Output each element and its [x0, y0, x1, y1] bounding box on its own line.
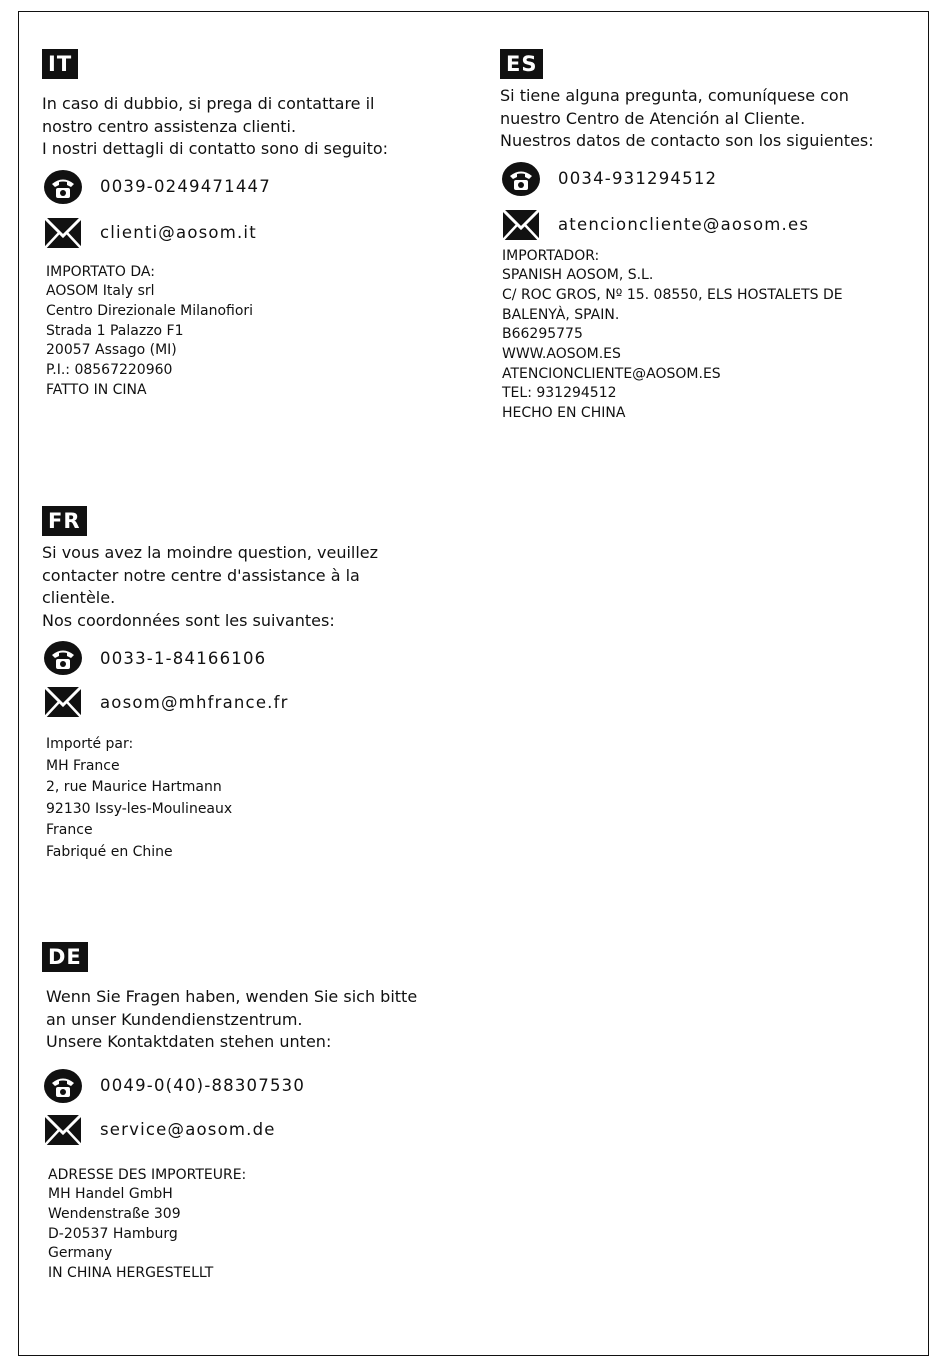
importer-address-es: IMPORTADOR: SPANISH AOSOM, S.L. C/ ROC GROS, Nº 15. 08550, ELS HOSTALETS DE BALENYÀ, SPAIN. B66295775 WWW.AOSOM.ES ATENCIONCLIENTE@AOSOM.ES TEL: 931294512 HECHO EN CHINA	[502, 247, 843, 422]
email-address-es[interactable]: atencioncliente@aosom.es	[558, 215, 810, 234]
envelope-icon	[42, 683, 84, 721]
phone-number-it[interactable]: 0039-0249471447	[100, 177, 271, 196]
email-address-fr[interactable]: aosom@mhfrance.fr	[100, 692, 289, 712]
language-badge-fr: FR	[42, 506, 87, 536]
envelope-icon	[500, 206, 542, 244]
intro-text-fr: Si vous avez la moindre question, veuillez contacter notre centre d'assistance à la clientèle. Nos coordonnées sont les suivantes:	[42, 543, 379, 630]
phone-row-de	[42, 1066, 482, 1106]
phone-number-fr[interactable]: 0033-1-84166106	[100, 648, 267, 668]
phone-row-es	[500, 159, 920, 199]
phone-icon	[500, 160, 542, 198]
section-fr	[42, 506, 462, 863]
email-row-es	[500, 205, 920, 245]
language-badge-de: DE	[42, 942, 88, 972]
phone-icon	[42, 168, 84, 206]
section-es	[500, 49, 920, 424]
email-address-it[interactable]: clienti@aosom.it	[100, 223, 257, 242]
phone-number-es[interactable]: 0034-931294512	[558, 169, 718, 188]
section-it	[42, 49, 462, 400]
email-row-de	[42, 1110, 482, 1150]
language-badge-it: IT	[42, 49, 78, 79]
intro-text-it: In caso di dubbio, si prega di contattare il nostro centro assistenza clienti. I nostri dettagli di contatto sono di seguito:	[42, 94, 389, 158]
importer-address-fr: Importé par: MH France 2, rue Maurice Hartmann 92130 Issy-les-Moulineaux France Fabriqué en Chine	[46, 736, 233, 860]
phone-icon	[42, 1067, 84, 1105]
importer-address-it: IMPORTATO DA: AOSOM Italy srl Centro Direzionale Milanofiori Strada 1 Palazzo F1 20057 Assago (MI) P.I.: 08567220960 FATTO IN CINA	[46, 263, 254, 398]
email-address-de[interactable]: service@aosom.de	[100, 1120, 276, 1139]
phone-number-de[interactable]: 0049-0(40)-88307530	[100, 1076, 306, 1095]
email-row-it	[42, 213, 462, 253]
intro-text-es: Si tiene alguna pregunta, comuníquese con nuestro Centro de Atención al Cliente. Nuestros datos de contacto son los siguientes:	[500, 86, 874, 150]
language-badge-es: ES	[500, 49, 543, 79]
email-row-fr	[42, 682, 462, 722]
importer-address-de: ADRESSE DES IMPORTEURE: MH Handel GmbH Wendenstraße 309 D-20537 Hamburg Germany IN CHINA HERGESTELLT	[48, 1166, 247, 1282]
phone-icon	[42, 639, 84, 677]
phone-row-fr	[42, 638, 462, 678]
envelope-icon	[42, 214, 84, 252]
envelope-icon	[42, 1111, 84, 1149]
phone-row-it	[42, 167, 462, 207]
section-de	[42, 942, 482, 1284]
intro-text-de: Wenn Sie Fragen haben, wenden Sie sich bitte an unser Kundendienstzentrum. Unsere Kontaktdaten stehen unten:	[46, 987, 418, 1051]
